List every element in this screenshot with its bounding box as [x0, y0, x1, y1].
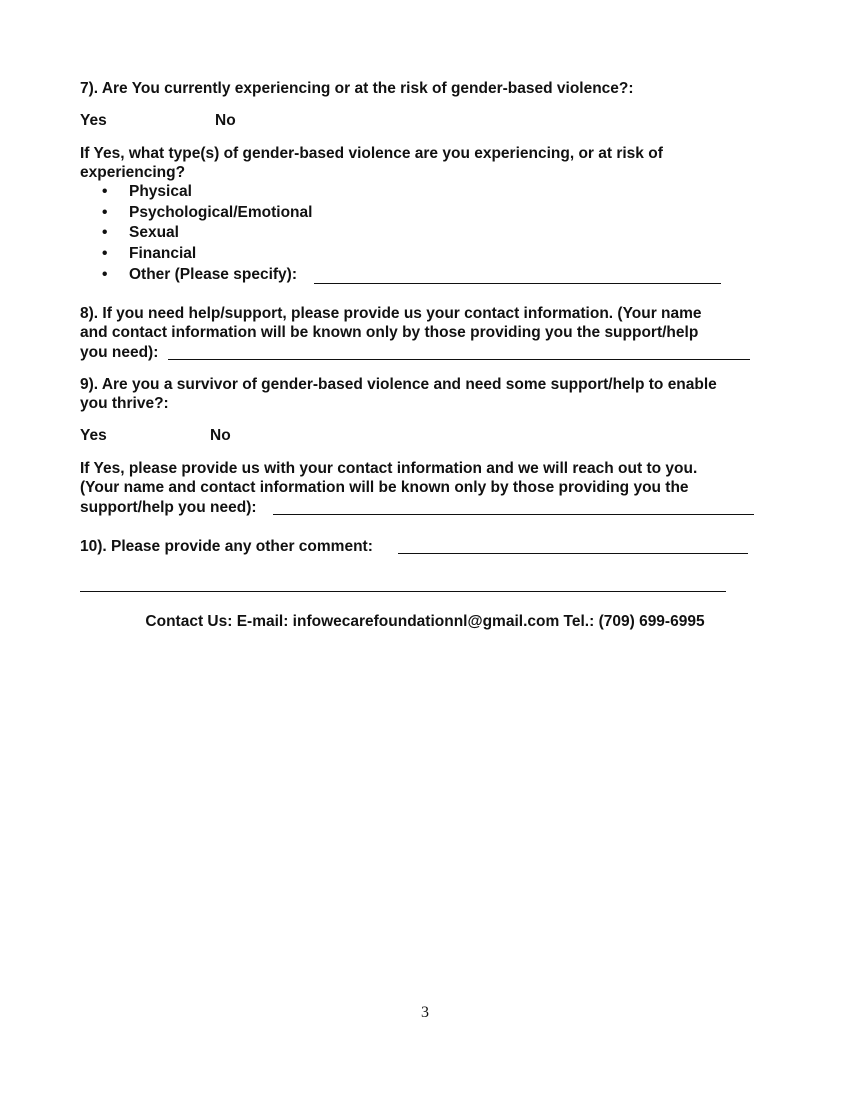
q7-violence-type-list [100, 182, 312, 285]
q8-line3: you need): [80, 344, 159, 361]
q9-followup-line1: If Yes, please provide us with your contact information and we will reach out to you. [80, 460, 698, 477]
contact-info: Contact Us: E-mail: infowecarefoundationnl@gmail.com Tel.: (709) 699-6995 [145, 613, 705, 630]
list-item[interactable] [100, 244, 312, 265]
q10-question: 10). Please provide any other comment: [80, 538, 373, 555]
q8-line1: 8). If you need help/support, please provide us your contact information. (Your name [80, 305, 702, 322]
bullet-icon: • [102, 183, 108, 200]
q7-yes-option[interactable]: Yes [80, 112, 107, 129]
q10-comment-field-line2[interactable] [80, 591, 726, 592]
q7-question: 7). Are You currently experiencing or at the risk of gender-based violence?: [80, 80, 634, 97]
q7-followup-line1: If Yes, what type(s) of gender-based violence are you experiencing, or at risk of [80, 145, 663, 162]
bullet-icon: • [102, 245, 108, 263]
bullet-icon: • [102, 224, 108, 242]
q9-contact-field[interactable] [273, 514, 754, 515]
page-number: 3 [421, 1004, 429, 1021]
q8-contact-field[interactable] [168, 359, 750, 360]
q9-followup-line3: support/help you need): [80, 499, 257, 516]
q9-no-option[interactable]: No [210, 427, 231, 444]
q10-comment-field[interactable] [398, 553, 748, 554]
q9-followup-line2: (Your name and contact information will be known only by those providing you the [80, 479, 689, 496]
q8-line2: and contact information will be known only by those providing you the support/help [80, 324, 699, 341]
q9-line2: you thrive?: [80, 395, 169, 412]
option-other: Other (Please specify): [129, 265, 297, 283]
other-specify-field[interactable] [314, 283, 721, 284]
list-item[interactable] [100, 203, 312, 224]
option-financial: Financial [129, 245, 197, 263]
list-item[interactable] [100, 182, 312, 203]
q9-line1: 9). Are you a survivor of gender-based violence and need some support/help to enable [80, 376, 717, 393]
option-psychological: Psychological/Emotional [129, 203, 313, 221]
q7-followup-line2: experiencing? [80, 164, 186, 181]
q9-yes-option[interactable]: Yes [80, 427, 107, 444]
option-physical: Physical [129, 183, 192, 200]
bullet-icon: • [102, 203, 108, 221]
list-item[interactable] [100, 223, 312, 244]
option-sexual: Sexual [129, 224, 179, 242]
q7-no-option[interactable]: No [215, 112, 236, 129]
bullet-icon: • [102, 265, 108, 283]
list-item[interactable] [100, 265, 312, 286]
